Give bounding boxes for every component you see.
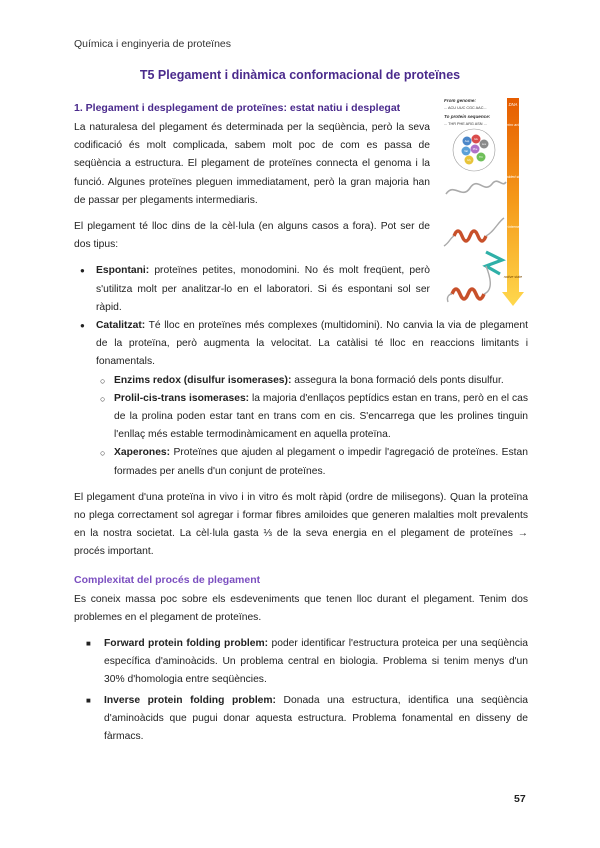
fig-aa-seq: ... THR PHE ARG ASN ...	[444, 122, 487, 126]
sublist-item	[96, 390, 528, 445]
sub-text: assegura la bona formació dels ponts disulfur.	[291, 374, 504, 386]
problem-term: Forward protein folding problem:	[104, 638, 269, 650]
fig-unfolded-label: unfolded state	[501, 175, 525, 179]
fig-to-protein: To protein sequence:	[444, 114, 491, 119]
section1-paragraph-1: La naturalesa del plegament és determinada per la seqüència, però la seva codificació és molt complicada, sabem molt poc de com es passa de seqüència a estructura. El plegament de proteïnes connecta el genoma i la funció. Algunes proteïnes pleguen immediatament, però la gran majoria han de passar per plegaments intermediaris.	[74, 122, 430, 206]
problem-text: poder identificar l'estructura proteica per una seqüència específica d'aminoàcids. Un problema central en biologia. Problema si tenim menys d'un 30% d'homologia entre seqüències.	[104, 638, 529, 686]
main-content	[74, 100, 528, 754]
problem-term: Inverse protein folding problem:	[104, 694, 276, 706]
fig-intermediates-label: folding intermediates	[497, 225, 529, 229]
sublist-item	[96, 372, 528, 390]
text-catalysed: Té lloc en proteïnes més complexes (multidomini). No canvia la via de plegament de la proteïna, però augmenta la velocitat. La catàlisi té lloc en reaccions limitants i fonamentals.	[96, 320, 528, 368]
section2-heading: Complexitat del procés de plegament	[74, 573, 261, 586]
fig-aa-label: amino acids	[503, 123, 523, 127]
running-header: Química i enginyeria de proteïnes	[74, 38, 232, 50]
section2-paragraph-1: Es coneix massa poc sobre els esdeveniments que tenen lloc durant el plegament. Tenim dos problemes en el plegament de proteïnes.	[74, 593, 528, 623]
term-catalysed: Catalitzat:	[96, 320, 146, 332]
sub-text: la majoria d'enllaços peptídics estan en trans, però en el cas de la prolina poden estar tant en trans com en cis. S'encarrega que les prolines tinguin l'enllaç més estable termodinàmicament en aquella proteïna.	[114, 392, 528, 441]
fig-native-label: native state	[503, 275, 523, 279]
section1-heading: 1. Plegament i desplegament de proteïnes: estat natiu i desplegat	[74, 102, 401, 114]
aa-ball-label: Glu	[473, 138, 479, 141]
sub-text: Proteïnes que ajuden al plegament o impedir l'agregació de proteïnes. Estan formades per anells d'un conjunt de proteïnes.	[114, 447, 528, 477]
section1-paragraph-3: El plegament d'una proteïna in vivo i in vitro és molt ràpid (ordre de milisegons). Quan la proteïna no plega correctament sol agregar i formar fibres amiloides que generen malalties molt prevalents en la nostra societat. La cèl·lula gasta ⅓ de la seva energia en el plegament de proteïnes → procés important.	[74, 491, 528, 558]
list-item-catalysed	[74, 317, 528, 481]
folding-types-list	[74, 262, 528, 480]
aa-ball-label: Asp	[464, 140, 470, 143]
fig-from-genome: From genome:	[444, 98, 476, 103]
catalysis-sublist	[96, 372, 528, 481]
section1-paragraph-2: El plegament té lloc dins de la cèl·lula (en alguns casos a fora). Pot ser de dos tipus:	[74, 221, 430, 251]
list-item-problem	[74, 692, 528, 747]
fig-codons: ... ACU UUC CGC AAC...	[444, 106, 487, 110]
document-title: T5 Plegament i dinàmica conformacional de proteïnes	[139, 68, 461, 82]
sub-term: Prolil-cis-trans isomerases:	[114, 392, 250, 404]
aa-ball-label: Phe	[472, 148, 478, 151]
aa-ball-label: Leu	[481, 143, 487, 146]
page-number: 57	[514, 793, 526, 805]
sub-term: Enzims redox (disulfur isomerases):	[114, 374, 292, 386]
sub-term: Xaperones:	[114, 447, 171, 459]
sublist-item	[96, 444, 528, 480]
term-spontaneous: Espontani:	[96, 265, 150, 277]
aa-ball-label: Gly	[467, 159, 471, 162]
aa-ball-label: Val	[464, 150, 468, 153]
text-spontaneous: proteïnes petites, monodomini. No és molt freqüent, però s'utilitza molt per analitzar-lo en el laboratori. Si és espontani sol ser ràpid.	[96, 265, 430, 313]
problem-text: Donada una estructura, identifica una seqüència d'aminoàcids que pugui donar aquesta estructura. Problema fonamental en disseny de fàrmacs.	[104, 694, 528, 743]
folding-problems-list	[74, 635, 528, 746]
aa-ball-label: Thr	[479, 156, 483, 159]
list-item-problem	[74, 635, 528, 690]
list-item-spontaneous	[74, 262, 430, 317]
fig-dna-label: DNA	[508, 102, 518, 107]
